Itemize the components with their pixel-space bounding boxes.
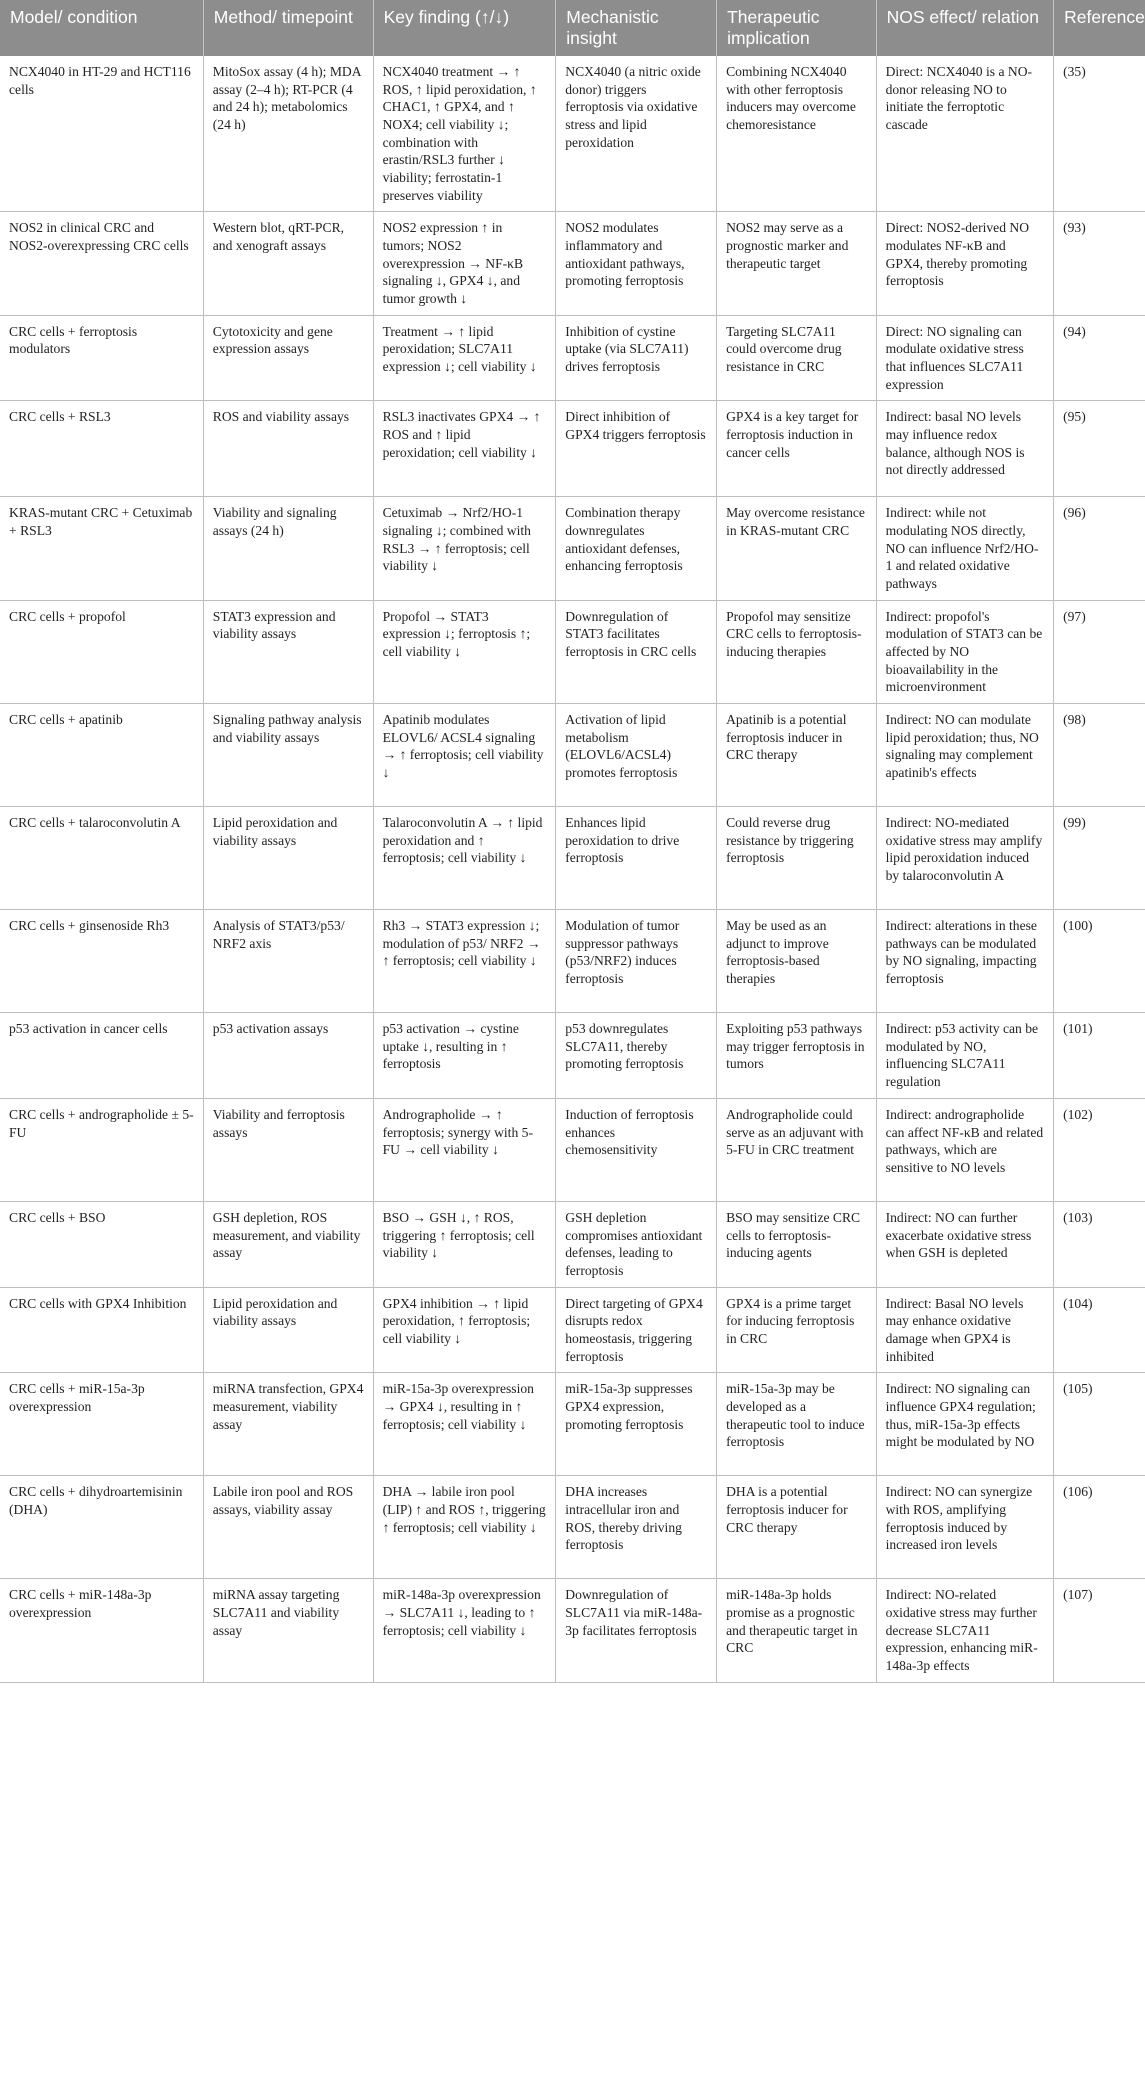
cell-method-timepoint: Lipid peroxidation and viability assays bbox=[203, 1287, 373, 1373]
cell-key-finding: Apatinib modulates ELOVL6/ ACSL4 signaling → ↑ ferroptosis; cell viability ↓ bbox=[373, 704, 556, 807]
cell-therapeutic-implication: miR-148a-3p holds promise as a prognostic and therapeutic target in CRC bbox=[717, 1579, 877, 1682]
cell-method-timepoint: Analysis of STAT3/p53/ NRF2 axis bbox=[203, 910, 373, 1013]
cell-reference: (102) bbox=[1054, 1098, 1145, 1201]
header-method-timepoint: Method/ timepoint bbox=[203, 0, 373, 56]
cell-reference: (96) bbox=[1054, 497, 1145, 600]
cell-nos-effect: Indirect: NO can synergize with ROS, amplifying ferroptosis induced by increased iron levels bbox=[876, 1476, 1054, 1579]
table-row bbox=[0, 807, 1145, 910]
header-row bbox=[0, 0, 1145, 56]
cell-reference: (99) bbox=[1054, 807, 1145, 910]
cell-reference: (98) bbox=[1054, 704, 1145, 807]
cell-therapeutic-implication: NOS2 may serve as a prognostic marker and therapeutic target bbox=[717, 212, 877, 315]
cell-mechanistic-insight: Modulation of tumor suppressor pathways (p53/NRF2) induces ferroptosis bbox=[556, 910, 717, 1013]
cell-mechanistic-insight: NCX4040 (a nitric oxide donor) triggers ferroptosis via oxidative stress and lipid peroxidation bbox=[556, 56, 717, 212]
table-row bbox=[0, 56, 1145, 212]
cell-key-finding: Propofol → STAT3 expression ↓; ferroptosis ↑; cell viability ↓ bbox=[373, 600, 556, 703]
cell-nos-effect: Direct: NO signaling can modulate oxidative stress that influences SLC7A11 expression bbox=[876, 315, 1054, 401]
cell-method-timepoint: STAT3 expression and viability assays bbox=[203, 600, 373, 703]
cell-nos-effect: Indirect: NO-related oxidative stress may further decrease SLC7A11 expression, enhancing miR-148a-3p effects bbox=[876, 1579, 1054, 1682]
header-key-finding: Key finding (↑/↓) bbox=[373, 0, 556, 56]
cell-reference: (100) bbox=[1054, 910, 1145, 1013]
cell-method-timepoint: p53 activation assays bbox=[203, 1013, 373, 1099]
table-row bbox=[0, 497, 1145, 600]
cell-key-finding: Andrographolide → ↑ ferroptosis; synergy with 5-FU → cell viability ↓ bbox=[373, 1098, 556, 1201]
cell-nos-effect: Direct: NCX4040 is a NO-donor releasing NO to initiate the ferroptotic cascade bbox=[876, 56, 1054, 212]
cell-method-timepoint: Lipid peroxidation and viability assays bbox=[203, 807, 373, 910]
table-row bbox=[0, 1013, 1145, 1099]
table-body bbox=[0, 56, 1145, 1682]
table-row bbox=[0, 1098, 1145, 1201]
cell-key-finding: NOS2 expression ↑ in tumors; NOS2 overexpression → NF-κB signaling ↓, GPX4 ↓, and tumor growth ↓ bbox=[373, 212, 556, 315]
cell-mechanistic-insight: Downregulation of SLC7A11 via miR-148a-3p facilitates ferroptosis bbox=[556, 1579, 717, 1682]
cell-key-finding: miR-15a-3p overexpression → GPX4 ↓, resulting in ↑ ferroptosis; cell viability ↓ bbox=[373, 1373, 556, 1476]
cell-mechanistic-insight: Direct inhibition of GPX4 triggers ferroptosis bbox=[556, 401, 717, 497]
cell-mechanistic-insight: Induction of ferroptosis enhances chemosensitivity bbox=[556, 1098, 717, 1201]
cell-nos-effect: Indirect: NO-mediated oxidative stress may amplify lipid peroxidation induced by talaroconvolutin A bbox=[876, 807, 1054, 910]
cell-model-condition: NCX4040 in HT-29 and HCT116 cells bbox=[0, 56, 203, 212]
table-header bbox=[0, 0, 1145, 56]
cell-reference: (97) bbox=[1054, 600, 1145, 703]
cell-key-finding: RSL3 inactivates GPX4 → ↑ ROS and ↑ lipid peroxidation; cell viability ↓ bbox=[373, 401, 556, 497]
cell-method-timepoint: miRNA transfection, GPX4 measurement, viability assay bbox=[203, 1373, 373, 1476]
cell-mechanistic-insight: Direct targeting of GPX4 disrupts redox homeostasis, triggering ferroptosis bbox=[556, 1287, 717, 1373]
cell-nos-effect: Indirect: NO can modulate lipid peroxidation; thus, NO signaling may complement apatinib's effects bbox=[876, 704, 1054, 807]
cell-key-finding: BSO → GSH ↓, ↑ ROS, triggering ↑ ferroptosis; cell viability ↓ bbox=[373, 1201, 556, 1287]
cell-model-condition: CRC cells + RSL3 bbox=[0, 401, 203, 497]
cell-therapeutic-implication: Combining NCX4040 with other ferroptosis inducers may overcome chemoresistance bbox=[717, 56, 877, 212]
cell-therapeutic-implication: Propofol may sensitize CRC cells to ferroptosis-inducing therapies bbox=[717, 600, 877, 703]
cell-model-condition: CRC cells + dihydroartemisinin (DHA) bbox=[0, 1476, 203, 1579]
cell-model-condition: CRC cells with GPX4 Inhibition bbox=[0, 1287, 203, 1373]
table-row bbox=[0, 212, 1145, 315]
cell-model-condition: CRC cells + andrographolide ± 5-FU bbox=[0, 1098, 203, 1201]
cell-nos-effect: Indirect: basal NO levels may influence redox balance, although NOS is not directly addressed bbox=[876, 401, 1054, 497]
cell-reference: (106) bbox=[1054, 1476, 1145, 1579]
cell-method-timepoint: Viability and signaling assays (24 h) bbox=[203, 497, 373, 600]
cell-mechanistic-insight: Enhances lipid peroxidation to drive ferroptosis bbox=[556, 807, 717, 910]
cell-nos-effect: Indirect: alterations in these pathways can be modulated by NO signaling, impacting ferroptosis bbox=[876, 910, 1054, 1013]
cell-therapeutic-implication: miR-15a-3p may be developed as a therapeutic tool to induce ferroptosis bbox=[717, 1373, 877, 1476]
cell-key-finding: Talaroconvolutin A → ↑ lipid peroxidation and ↑ ferroptosis; cell viability ↓ bbox=[373, 807, 556, 910]
cell-key-finding: GPX4 inhibition → ↑ lipid peroxidation, ↑ ferroptosis; cell viability ↓ bbox=[373, 1287, 556, 1373]
cell-model-condition: CRC cells + miR-15a-3p overexpression bbox=[0, 1373, 203, 1476]
cell-therapeutic-implication: May be used as an adjunct to improve ferroptosis-based therapies bbox=[717, 910, 877, 1013]
cell-reference: (105) bbox=[1054, 1373, 1145, 1476]
cell-method-timepoint: ROS and viability assays bbox=[203, 401, 373, 497]
cell-model-condition: NOS2 in clinical CRC and NOS2-overexpressing CRC cells bbox=[0, 212, 203, 315]
cell-mechanistic-insight: GSH depletion compromises antioxidant defenses, leading to ferroptosis bbox=[556, 1201, 717, 1287]
cell-mechanistic-insight: NOS2 modulates inflammatory and antioxidant pathways, promoting ferroptosis bbox=[556, 212, 717, 315]
cell-key-finding: Treatment → ↑ lipid peroxidation; SLC7A11 expression ↓; cell viability ↓ bbox=[373, 315, 556, 401]
cell-method-timepoint: MitoSox assay (4 h); MDA assay (2–4 h); RT-PCR (4 and 24 h); metabolomics (24 h) bbox=[203, 56, 373, 212]
cell-nos-effect: Indirect: Basal NO levels may enhance oxidative damage when GPX4 is inhibited bbox=[876, 1287, 1054, 1373]
cell-therapeutic-implication: Exploiting p53 pathways may trigger ferroptosis in tumors bbox=[717, 1013, 877, 1099]
cell-model-condition: CRC cells + BSO bbox=[0, 1201, 203, 1287]
cell-key-finding: p53 activation → cystine uptake ↓, resulting in ↑ ferroptosis bbox=[373, 1013, 556, 1099]
cell-mechanistic-insight: Combination therapy downregulates antioxidant defenses, enhancing ferroptosis bbox=[556, 497, 717, 600]
table-row bbox=[0, 401, 1145, 497]
cell-key-finding: DHA → labile iron pool (LIP) ↑ and ROS ↑, triggering ↑ ferroptosis; cell viability ↓ bbox=[373, 1476, 556, 1579]
table-row bbox=[0, 315, 1145, 401]
cell-mechanistic-insight: miR-15a-3p suppresses GPX4 expression, promoting ferroptosis bbox=[556, 1373, 717, 1476]
cell-key-finding: Cetuximab → Nrf2/HO-1 signaling ↓; combined with RSL3 → ↑ ferroptosis; cell viability ↓ bbox=[373, 497, 556, 600]
header-model-condition: Model/ condition bbox=[0, 0, 203, 56]
header-mechanistic-insight: Mechanistic insight bbox=[556, 0, 717, 56]
cell-nos-effect: Direct: NOS2-derived NO modulates NF-κB and GPX4, thereby promoting ferroptosis bbox=[876, 212, 1054, 315]
cell-reference: (107) bbox=[1054, 1579, 1145, 1682]
header-nos-effect: NOS effect/ relation bbox=[876, 0, 1054, 56]
cell-therapeutic-implication: Could reverse drug resistance by triggering ferroptosis bbox=[717, 807, 877, 910]
cell-method-timepoint: Cytotoxicity and gene expression assays bbox=[203, 315, 373, 401]
cell-model-condition: CRC cells + ginsenoside Rh3 bbox=[0, 910, 203, 1013]
table-row bbox=[0, 910, 1145, 1013]
cell-therapeutic-implication: GPX4 is a prime target for inducing ferroptosis in CRC bbox=[717, 1287, 877, 1373]
cell-method-timepoint: miRNA assay targeting SLC7A11 and viability assay bbox=[203, 1579, 373, 1682]
table-row bbox=[0, 1579, 1145, 1682]
cell-mechanistic-insight: Inhibition of cystine uptake (via SLC7A11) drives ferroptosis bbox=[556, 315, 717, 401]
cell-therapeutic-implication: DHA is a potential ferroptosis inducer for CRC therapy bbox=[717, 1476, 877, 1579]
cell-key-finding: Rh3 → STAT3 expression ↓; modulation of p53/ NRF2 → ↑ ferroptosis; cell viability ↓ bbox=[373, 910, 556, 1013]
cell-mechanistic-insight: p53 downregulates SLC7A11, thereby promoting ferroptosis bbox=[556, 1013, 717, 1099]
cell-therapeutic-implication: Targeting SLC7A11 could overcome drug resistance in CRC bbox=[717, 315, 877, 401]
table-row bbox=[0, 1373, 1145, 1476]
cell-nos-effect: Indirect: NO signaling can influence GPX4 regulation; thus, miR-15a-3p effects might be modulated by NO bbox=[876, 1373, 1054, 1476]
table-row bbox=[0, 1476, 1145, 1579]
cell-model-condition: CRC cells + ferroptosis modulators bbox=[0, 315, 203, 401]
cell-therapeutic-implication: BSO may sensitize CRC cells to ferroptosis-inducing agents bbox=[717, 1201, 877, 1287]
table-row bbox=[0, 1287, 1145, 1373]
table-row bbox=[0, 600, 1145, 703]
cell-reference: (35) bbox=[1054, 56, 1145, 212]
cell-key-finding: NCX4040 treatment → ↑ ROS, ↑ lipid peroxidation, ↑ CHAC1, ↑ GPX4, and ↑ NOX4; cell viability ↓; combination with erastin/RSL3 further ↓ viability; ferrostatin-1 preserves viability bbox=[373, 56, 556, 212]
cell-model-condition: CRC cells + apatinib bbox=[0, 704, 203, 807]
cell-model-condition: KRAS-mutant CRC + Cetuximab + RSL3 bbox=[0, 497, 203, 600]
cell-therapeutic-implication: May overcome resistance in KRAS-mutant CRC bbox=[717, 497, 877, 600]
header-therapeutic-implication: Therapeutic implication bbox=[717, 0, 877, 56]
cell-nos-effect: Indirect: NO can further exacerbate oxidative stress when GSH is depleted bbox=[876, 1201, 1054, 1287]
cell-method-timepoint: Western blot, qRT-PCR, and xenograft assays bbox=[203, 212, 373, 315]
cell-key-finding: miR-148a-3p overexpression → SLC7A11 ↓, leading to ↑ ferroptosis; cell viability ↓ bbox=[373, 1579, 556, 1682]
cell-reference: (104) bbox=[1054, 1287, 1145, 1373]
table-row bbox=[0, 704, 1145, 807]
cell-model-condition: CRC cells + talaroconvolutin A bbox=[0, 807, 203, 910]
cell-method-timepoint: Viability and ferroptosis assays bbox=[203, 1098, 373, 1201]
cell-therapeutic-implication: GPX4 is a key target for ferroptosis induction in cancer cells bbox=[717, 401, 877, 497]
cell-reference: (103) bbox=[1054, 1201, 1145, 1287]
cell-method-timepoint: Signaling pathway analysis and viability assays bbox=[203, 704, 373, 807]
cell-nos-effect: Indirect: p53 activity can be modulated by NO, influencing SLC7A11 regulation bbox=[876, 1013, 1054, 1099]
cell-reference: (94) bbox=[1054, 315, 1145, 401]
table-row bbox=[0, 1201, 1145, 1287]
cell-method-timepoint: GSH depletion, ROS measurement, and viability assay bbox=[203, 1201, 373, 1287]
cell-model-condition: CRC cells + miR-148a-3p overexpression bbox=[0, 1579, 203, 1682]
cell-model-condition: CRC cells + propofol bbox=[0, 600, 203, 703]
header-reference: Reference bbox=[1054, 0, 1145, 56]
cell-mechanistic-insight: Activation of lipid metabolism (ELOVL6/ACSL4) promotes ferroptosis bbox=[556, 704, 717, 807]
cell-nos-effect: Indirect: andrographolide can affect NF-κB and related pathways, which are sensitive to NO levels bbox=[876, 1098, 1054, 1201]
cell-nos-effect: Indirect: propofol's modulation of STAT3 can be affected by NO bioavailability in the microenvironment bbox=[876, 600, 1054, 703]
cell-therapeutic-implication: Apatinib is a potential ferroptosis inducer in CRC therapy bbox=[717, 704, 877, 807]
cell-reference: (93) bbox=[1054, 212, 1145, 315]
cell-therapeutic-implication: Andrographolide could serve as an adjuvant with 5-FU in CRC treatment bbox=[717, 1098, 877, 1201]
cell-nos-effect: Indirect: while not modulating NOS directly, NO can influence Nrf2/HO-1 and related oxidative pathways bbox=[876, 497, 1054, 600]
cell-method-timepoint: Labile iron pool and ROS assays, viability assay bbox=[203, 1476, 373, 1579]
cell-mechanistic-insight: DHA increases intracellular iron and ROS, thereby driving ferroptosis bbox=[556, 1476, 717, 1579]
cell-model-condition: p53 activation in cancer cells bbox=[0, 1013, 203, 1099]
cell-reference: (95) bbox=[1054, 401, 1145, 497]
cell-mechanistic-insight: Downregulation of STAT3 facilitates ferroptosis in CRC cells bbox=[556, 600, 717, 703]
cell-reference: (101) bbox=[1054, 1013, 1145, 1099]
